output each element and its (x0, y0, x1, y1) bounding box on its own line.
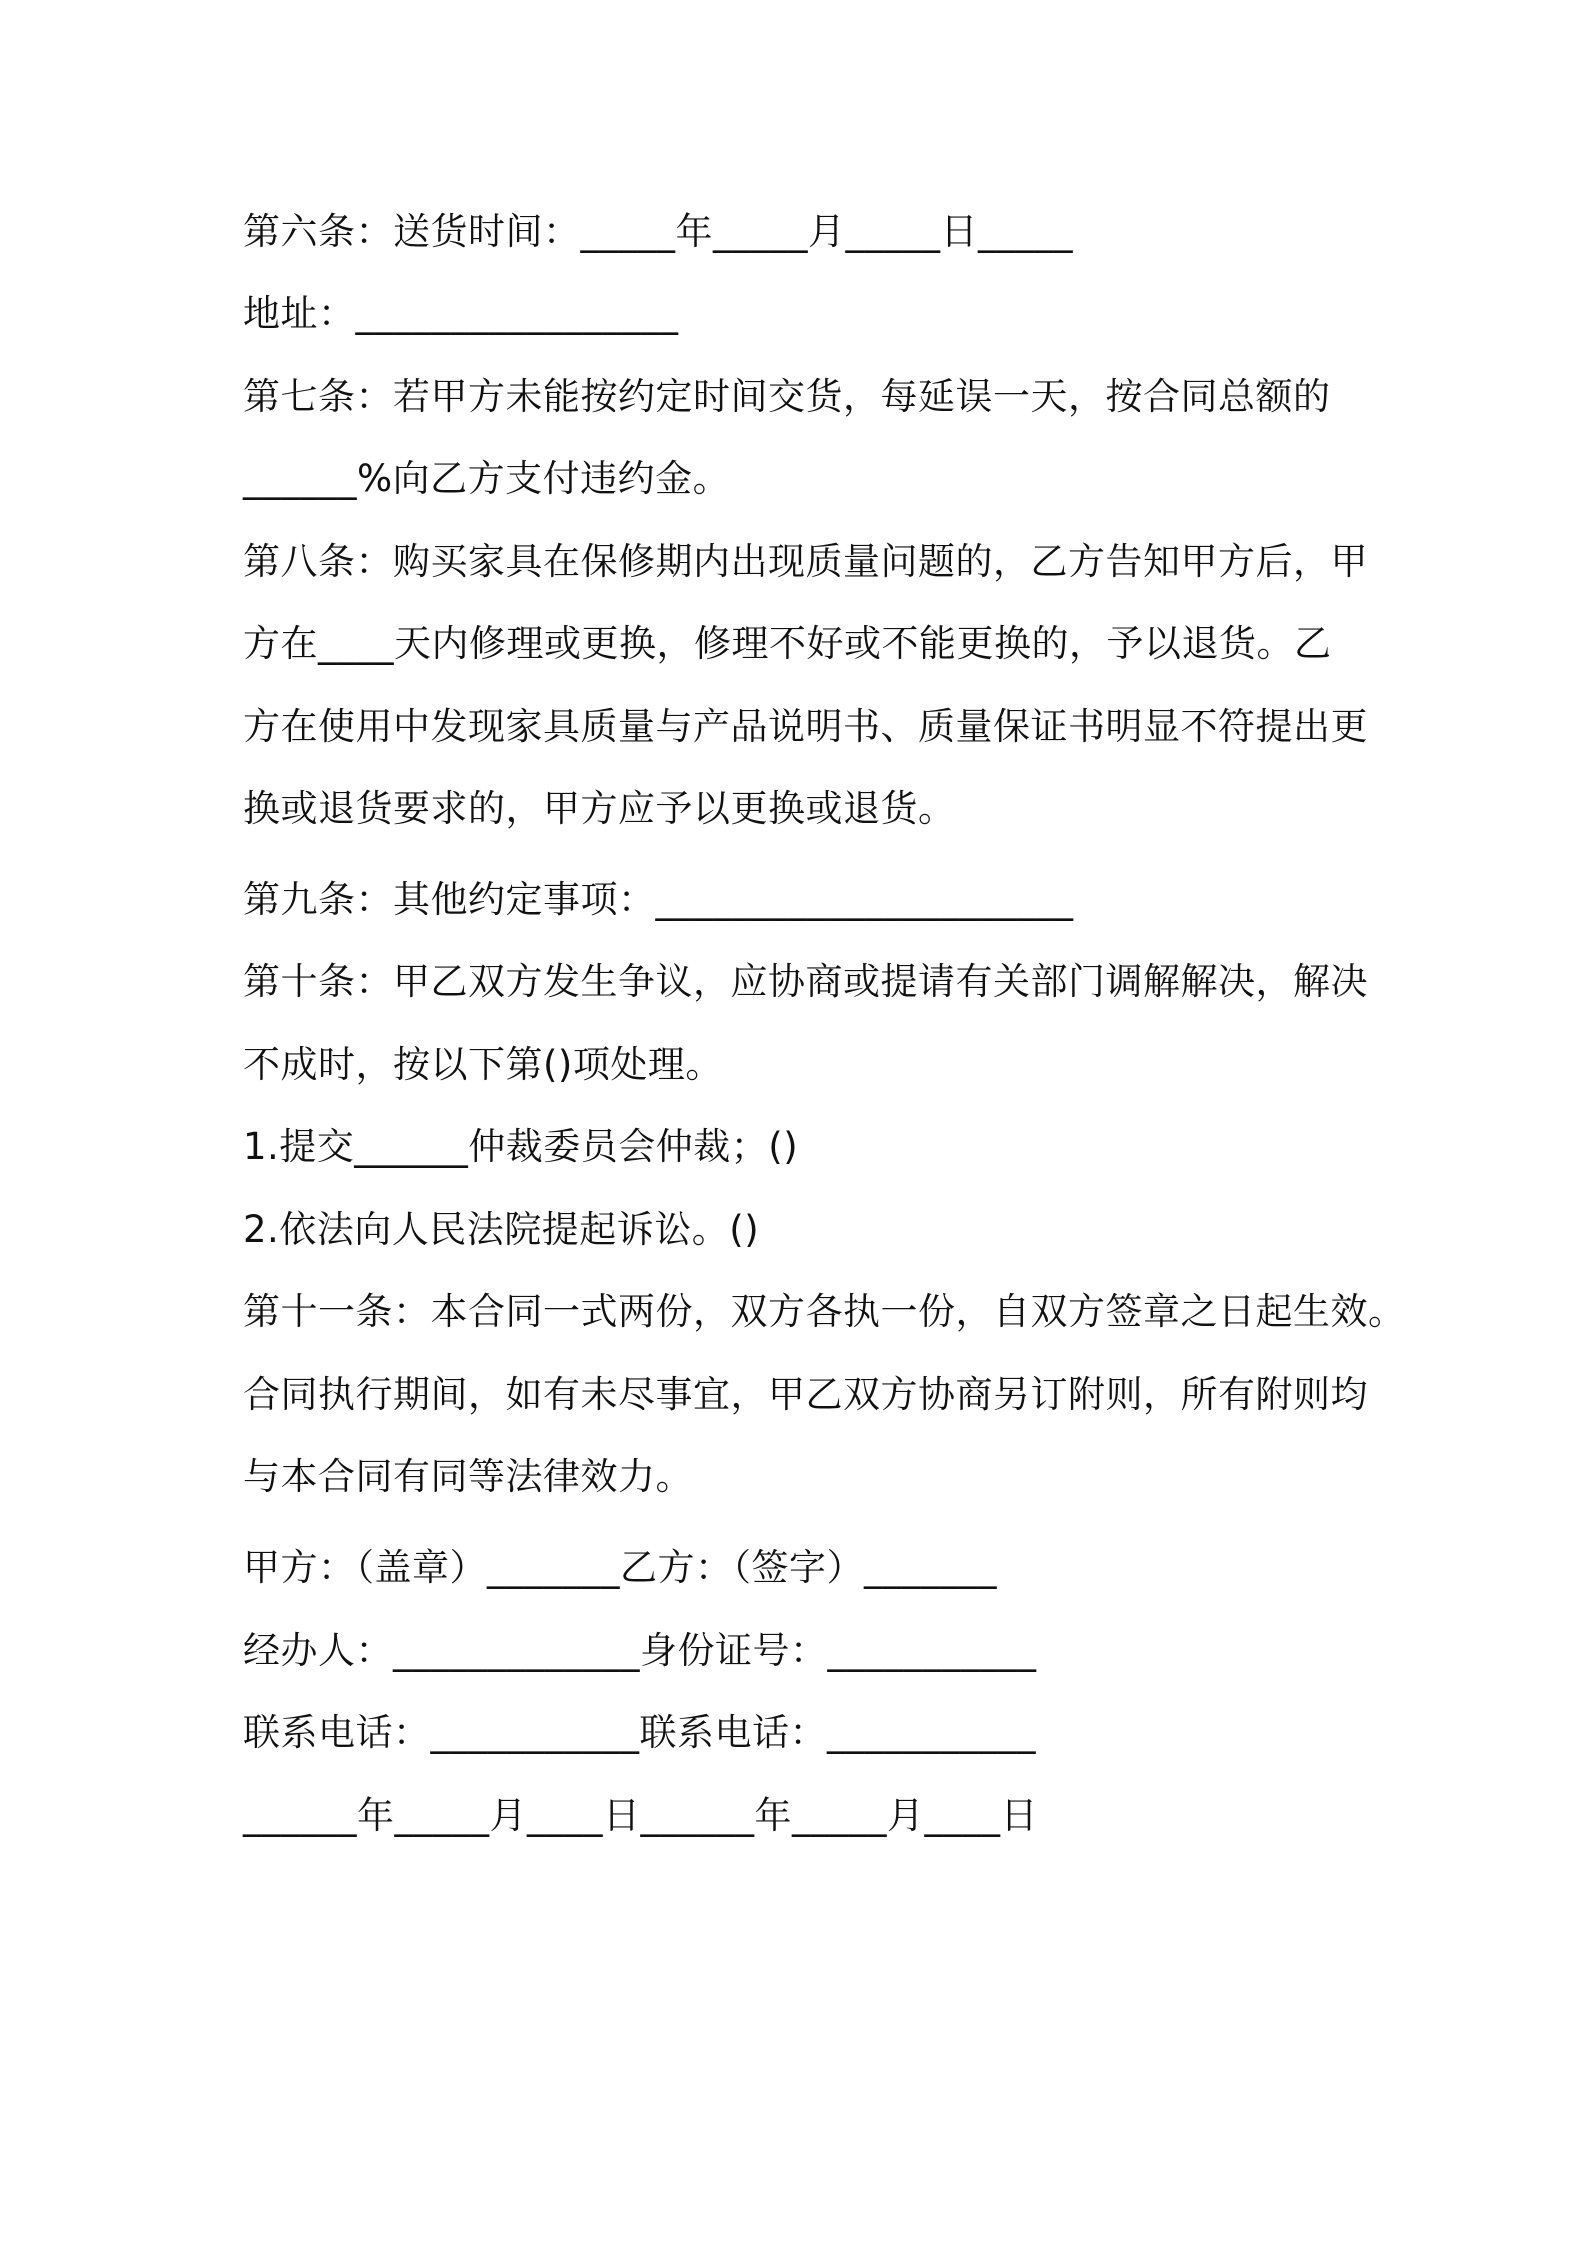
signature-party-line: 甲方：（盖章）_______乙方：（签字）_______ (243, 1546, 997, 1589)
option-2-litigation: 2.依法向人民法院提起诉讼。() (243, 1208, 760, 1251)
clause-8-line-4: 换或退货要求的，甲方应予以更换或退货。 (243, 787, 956, 830)
clause-8-line-3: 方在使用中发现家具质量与产品说明书、质量保证书明显不符提出更 (243, 705, 1368, 748)
clause-7-line-1: 第七条：若甲方未能按约定时间交货，每延误一天，按合同总额的 (243, 375, 1331, 418)
date-line: ______年_____月____日______年_____月____日 (243, 1794, 1038, 1837)
option-1-arbitration: 1.提交______仲裁委员会仲裁；() (243, 1125, 799, 1168)
clause-8-line-2: 方在____天内修理或更换，修理不好或不能更换的，予以退货。乙 (243, 622, 1332, 665)
address-line: 地址：_________________ (243, 292, 679, 335)
clause-10-line-1: 第十条：甲乙双方发生争议，应协商或提请有关部门调解解决，解决 (243, 960, 1368, 1003)
agent-id-line: 经办人：_____________身份证号：___________ (243, 1629, 1037, 1672)
clause-6-delivery-time: 第六条：送货时间：_____年_____月_____日_____ (243, 210, 1073, 253)
clause-9-other-matters: 第九条：其他约定事项：______________________ (243, 878, 1074, 921)
phone-line: 联系电话：___________联系电话：___________ (243, 1711, 1036, 1754)
clause-10-line-2: 不成时，按以下第()项处理。 (243, 1043, 723, 1086)
clause-11-line-3: 与本合同有同等法律效力。 (243, 1455, 693, 1498)
clause-8-line-1: 第八条：购买家具在保修期内出现质量问题的，乙方告知甲方后，甲 (243, 540, 1368, 583)
clause-7-line-2: ______%向乙方支付违约金。 (243, 457, 731, 500)
clause-11-line-2: 合同执行期间，如有未尽事宜，甲乙双方协商另订附则，所有附则均 (243, 1373, 1368, 1416)
clause-11-line-1: 第十一条：本合同一式两份，双方各执一份，自双方签章之日起生效。 (243, 1290, 1406, 1333)
